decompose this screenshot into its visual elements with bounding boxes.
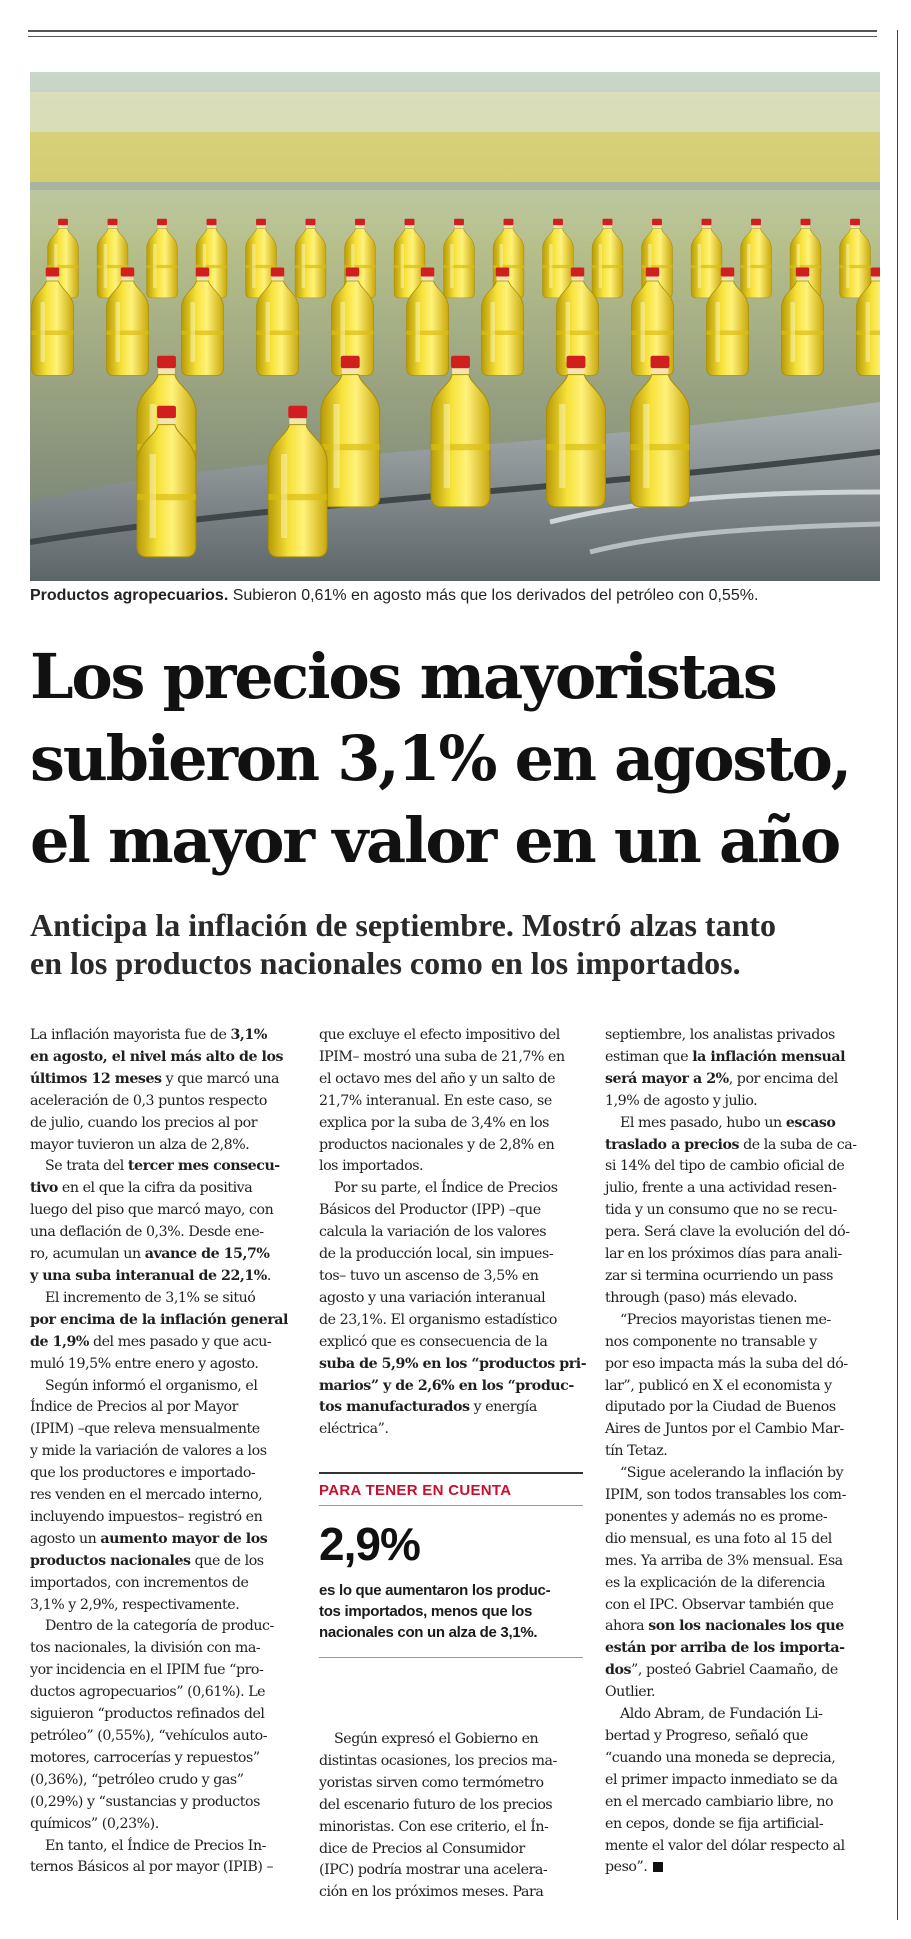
article-line: tín Tetaz. [605, 1443, 668, 1460]
fact-box-line: tos importados, menos que los [319, 1603, 532, 1620]
article-line: mente el valor del dólar respecto al [605, 1837, 845, 1854]
article-line: una deflación de 0,3%. Desde ene- [30, 1224, 264, 1241]
top-rule-thin [28, 36, 877, 37]
article-line: ductos agropecuarios” (0,61%). Le [30, 1684, 266, 1701]
caption-bold: Productos agropecuarios. [30, 587, 229, 604]
article-line: ternos Básicos al por mayor (IPIB) – [30, 1859, 274, 1876]
article-line: por eso impacta más la suba del dó- [605, 1355, 848, 1372]
article-line: La inflación mayorista fue de 3,1% [30, 1027, 267, 1043]
top-rule [28, 30, 877, 32]
article-line: 21,7% interanual. En este caso, se [319, 1092, 552, 1109]
headline-line: Los precios mayoristas [30, 640, 776, 713]
fact-box-rule [319, 1472, 583, 1474]
article-line: traslado a precios de la suba de ca- [605, 1136, 857, 1153]
article-line: agosto un aumento mayor de los [30, 1530, 268, 1547]
article-line: es la explicación de la diferencia [605, 1574, 826, 1591]
article-line: y una suba interanual de 22,1%. [30, 1267, 271, 1284]
article-line: En tanto, el Índice de Precios In- [45, 1837, 266, 1854]
article-line: del escenario futuro de los precios [319, 1796, 553, 1813]
deck-subtitle [30, 906, 890, 982]
article-line: septiembre, los analistas privados [605, 1027, 835, 1043]
article-column-2-continued [319, 1729, 583, 1904]
article-line: diputado por la Ciudad de Buenos [605, 1399, 836, 1416]
article-line: los importados. [319, 1158, 424, 1175]
article-line: calcula la variación de los valores [319, 1224, 547, 1241]
article-line: Según informó el organismo, el [45, 1377, 258, 1394]
article-line: están por arriba de los importa- [605, 1640, 845, 1657]
end-of-article-mark [653, 1862, 663, 1872]
article-column-3 [605, 1025, 869, 1879]
article-line: IPIM, son todos transables los com- [605, 1487, 846, 1504]
article-line: dice de Precios al Consumidor [319, 1840, 525, 1857]
article-line: res venden en el mercado interno, [30, 1487, 263, 1504]
article-line: 3,1% y 2,9%, respectivamente. [30, 1596, 240, 1613]
article-line: Según expresó el Gobierno en [334, 1731, 539, 1747]
article-line: dos”, posteó Gabriel Caamaño, de [605, 1662, 838, 1679]
article-line: tida y un consumo que no se recu- [605, 1202, 837, 1219]
article-line: (IPIM) –que releva mensualmente [30, 1421, 260, 1438]
article-line: minoristas. Con ese criterio, el Ín- [319, 1818, 549, 1835]
article-line: luego del piso que marcó mayo, con [30, 1202, 274, 1219]
fact-box-bottom-rule [319, 1657, 583, 1658]
article-line: Se trata del tercer mes consecu- [45, 1158, 280, 1175]
article-line: julio, frente a una actividad resen- [605, 1180, 837, 1197]
article-line: productos nacionales que de los [30, 1552, 264, 1569]
article-column-2 [319, 1025, 587, 1441]
article-line: ahora son los nacionales los que [605, 1618, 844, 1635]
article-line: Dentro de la categoría de produc- [45, 1618, 274, 1635]
article-line: through (paso) más elevado. [605, 1289, 798, 1306]
article-line: dio mensual, es una foto al 15 del [605, 1530, 832, 1547]
fact-box-label: PARA TENER EN CUENTA [319, 1482, 512, 1499]
article-line: tos– tuvo un ascenso de 3,5% en [319, 1267, 539, 1284]
article-line: que los productores e importado- [30, 1465, 256, 1482]
fact-box-divider [319, 1505, 583, 1506]
article-line: si 14% del tipo de cambio oficial de [605, 1158, 845, 1175]
article-line: últimos 12 meses y que marcó una [30, 1070, 279, 1087]
article-line: por encima de la inflación general [30, 1311, 288, 1328]
article-line: químicos” (0,23%). [30, 1815, 159, 1832]
article-line: marios” y de 2,6% en los “produc- [319, 1377, 574, 1394]
article-line: “Precios mayoristas tienen me- [620, 1311, 831, 1328]
fact-box-line: nacionales con un alza de 3,1%. [319, 1624, 538, 1641]
article-line: (0,36%), “petróleo crudo y gas” [30, 1771, 244, 1788]
article-line: de 23,1%. El organismo estadístico [319, 1311, 557, 1328]
article-line: yor incidencia en el IPIM fue “pro- [30, 1662, 264, 1679]
article-line: ponentes y además no es prome- [605, 1508, 828, 1525]
article-line: tos manufacturados y energía [319, 1399, 537, 1416]
article-line: mayor tuvieron un alza de 2,8%. [30, 1136, 250, 1153]
article-line: que excluye el efecto impositivo del [319, 1027, 560, 1043]
article-line: ro, acumulan un avance de 15,7% [30, 1246, 270, 1263]
headline-line: subieron 3,1% en agosto, [30, 722, 851, 795]
deck-line: Anticipa la inflación de septiembre. Mostró alzas tanto [30, 907, 777, 943]
article-line: IPIM– mostró una suba de 21,7% en [319, 1048, 565, 1065]
article-line: El incremento de 3,1% se situó [45, 1289, 256, 1306]
fact-box-figure: 2,9% [319, 1518, 420, 1570]
column-rule-right [897, 30, 898, 1920]
caption-text: Subieron 0,61% en agosto más que los derivados del petróleo con 0,55%. [228, 587, 759, 604]
article-line: será mayor a 2%, por encima del [605, 1070, 838, 1087]
article-line: “Sigue acelerando la inflación by [620, 1465, 844, 1482]
article-line: muló 19,5% entre enero y agosto. [30, 1355, 259, 1372]
article-line: suba de 5,9% en los “productos pri- [319, 1355, 587, 1372]
article-line: “cuando una moneda se deprecia, [605, 1749, 836, 1766]
article-line: importados, con incrementos de [30, 1574, 249, 1591]
article-line: en cepos, donde se fija artificial- [605, 1815, 824, 1832]
article-column-1 [30, 1025, 294, 1879]
article-line: estiman que la inflación mensual [605, 1048, 846, 1065]
article-line: aceleración de 0,3 puntos respecto [30, 1092, 267, 1109]
article-line: zar si termina ocurriendo un pass [605, 1267, 833, 1284]
article-line: de la producción local, sin impues- [319, 1246, 554, 1263]
article-line: peso”. [605, 1857, 869, 1879]
article-line: yoristas sirven como termómetro [319, 1774, 544, 1791]
article-line: Aldo Abram, de Fundación Li- [620, 1706, 823, 1723]
article-line: 1,9% de agosto y julio. [605, 1092, 758, 1109]
article-line: explicó que es consecuencia de la [319, 1333, 548, 1350]
article-line: lar en los próximos días para anali- [605, 1246, 842, 1263]
article-line: agosto y una variación interanual [319, 1289, 546, 1306]
article-line: petróleo” (0,55%), “vehículos auto- [30, 1728, 268, 1744]
fact-box [319, 1472, 583, 1658]
article-line: Outlier. [605, 1684, 656, 1701]
article-line: pera. Será clave la evolución del dó- [605, 1224, 850, 1241]
article-line: Aires de Juntos por el Cambio Mar- [605, 1421, 844, 1438]
article-line: distintas ocasiones, los precios ma- [319, 1752, 557, 1769]
article-line: en agosto, el nivel más alto de los [30, 1048, 284, 1065]
article-line: El mes pasado, hubo un escaso [620, 1114, 836, 1131]
article-line: (0,29%) y “sustancias y productos [30, 1793, 260, 1810]
article-line: motores, carrocerías y repuestos” [30, 1749, 260, 1766]
deck-line: en los productos nacionales como en los importados. [30, 945, 741, 981]
article-line: de 1,9% del mes pasado y que acu- [30, 1333, 272, 1350]
headline [30, 636, 890, 882]
article-line: tos nacionales, la división con ma- [30, 1640, 261, 1657]
headline-line: el mayor valor en un año [30, 804, 839, 877]
article-line: productos nacionales y de 2,8% en [319, 1136, 555, 1153]
article-line: con el IPC. Observar también que [605, 1596, 834, 1613]
article-line: tivo en el que la cifra da positiva [30, 1180, 253, 1197]
article-line: el octavo mes del año y un salto de [319, 1070, 556, 1087]
fact-box-text [319, 1580, 583, 1643]
article-line: en el mercado cambiario libre, no [605, 1793, 834, 1810]
article-line: y mide la variación de valores a los [30, 1443, 267, 1460]
article-line: de julio, cuando los precios al por [30, 1114, 258, 1131]
article-line: ción en los próximos meses. Para [319, 1884, 544, 1901]
cooking-oil-bottles-image [30, 72, 880, 581]
article-line: nos componente no transable y [605, 1333, 817, 1350]
article-line: el primer impacto inmediato se da [605, 1771, 838, 1788]
article-line: Por su parte, el Índice de Precios [334, 1180, 558, 1197]
article-line: mes. Ya arriba de 3% mensual. Esa [605, 1552, 843, 1569]
article-line: Índice de Precios al por Mayor [30, 1399, 238, 1416]
article-line: explica por la suba de 3,4% en los [319, 1114, 550, 1131]
article-line: siguieron “productos refinados del [30, 1706, 265, 1723]
fact-box-line: es lo que aumentaron los produc- [319, 1582, 551, 1599]
article-line: lar”, publicó en X el economista y [605, 1377, 832, 1394]
article-line: eléctrica”. [319, 1421, 389, 1438]
article-line: Básicos del Productor (IPP) –que [319, 1202, 541, 1219]
article-line: bertad y Progreso, señaló que [605, 1728, 808, 1744]
article-line: incluyendo impuestos– registró en [30, 1508, 263, 1525]
photo-caption [30, 586, 890, 606]
article-line: (IPC) podría mostrar una acelera- [319, 1862, 548, 1879]
